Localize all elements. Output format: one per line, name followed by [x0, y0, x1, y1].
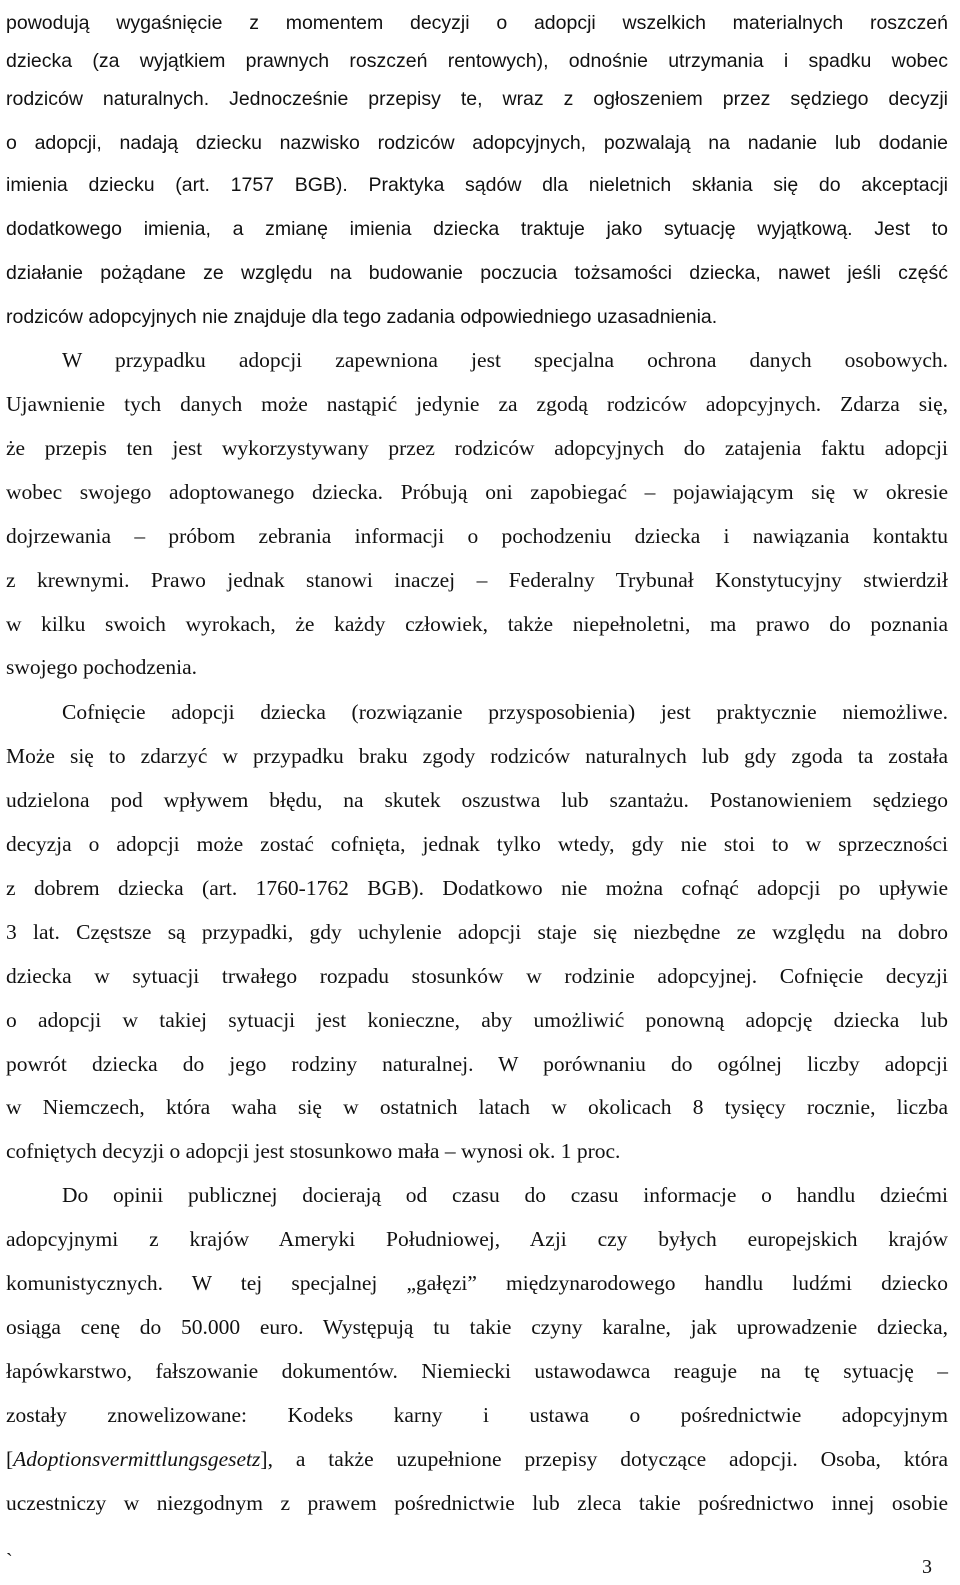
text-line: z dobrem dziecka (art. 1760-1762 BGB). Dodatkowo nie można cofnąć adopcji po upływie: [6, 876, 948, 900]
page-number: 3: [922, 1556, 932, 1578]
text-line: że przepis ten jest wykorzystywany przez rodziców adopcyjnych do zatajenia faktu adopcji: [6, 436, 948, 460]
text-line: o adopcji, nadają dziecku nazwisko rodziców adopcyjnych, pozwalają na nadanie lub dodanie: [6, 132, 948, 154]
text-line: decyzja o adopcji może zostać cofnięta, jednak tylko wtedy, gdy nie stoi to w sprzeczności: [6, 832, 948, 856]
text-line: uczestniczy w niezgodnym z prawem pośrednictwie lub zleca takie pośrednictwo innej osobie: [6, 1491, 948, 1515]
text-line: o adopcji w takiej sytuacji jest konieczne, aby umożliwić ponowną adopcję dziecka lub: [6, 1008, 948, 1032]
text-line: 3 lat. Częstsze są przypadki, gdy uchylenie adopcji staje się niezbędne ze względu na dobro: [6, 920, 948, 944]
text-line: Do opinii publicznej docierają od czasu do czasu informacje o handlu dziećmi: [62, 1183, 948, 1207]
statute-name: Adoptionsvermittlungsgesetz: [13, 1447, 261, 1471]
text-line: dziecka w sytuacji trwałego rozpadu stosunków w rodzinie adopcyjnej. Cofnięcie decyzji: [6, 964, 948, 988]
text-line: dojrzewania – próbom zebrania informacji o pochodzeniu dziecka i nawiązania kontaktu: [6, 524, 948, 548]
text-line: dziecka (za wyjątkiem prawnych roszczeń rentowych), odnośnie utrzymania i spadku wobec: [6, 50, 948, 72]
text-line: z krewnymi. Prawo jednak stanowi inaczej – Federalny Trybunał Konstytucyjny stwierdził: [6, 568, 948, 592]
text-line: wobec swojego adoptowanego dziecka. Próbują oni zapobiegać – pojawiającym się w okresie: [6, 480, 948, 504]
text-line: Może się to zdarzyć w przypadku braku zgody rodziców naturalnych lub gdy zgoda ta została: [6, 744, 948, 768]
text-line: Ujawnienie tych danych może nastąpić jedynie za zgodą rodziców adopcyjnych. Zdarza się,: [6, 392, 948, 416]
text-line: cofniętych decyzji o adopcji jest stosunkowo mała – wynosi ok. 1 proc.: [6, 1139, 621, 1163]
text-line: zostały znowelizowane: Kodeks karny i ustawa o pośrednictwie adopcyjnym: [6, 1403, 948, 1427]
text-line: rodziców adopcyjnych nie znajduje dla tego zadania odpowiedniego uzasadnienia.: [6, 306, 718, 328]
text-line: łapówkarstwo, fałszowanie dokumentów. Niemiecki ustawodawca reaguje na tę sytuację –: [6, 1359, 948, 1383]
text-line: powodują wygaśnięcie z momentem decyzji o adopcji wszelkich materialnych roszczeń: [6, 12, 948, 34]
text-line: dodatkowego imienia, a zmianę imienia dziecka traktuje jako sytuację wyjątkową. Jest to: [6, 218, 948, 240]
text-line: udzielona pod wpływem błędu, na skutek oszustwa lub szantażu. Postanowieniem sędziego: [6, 788, 948, 812]
text-line: komunistycznych. W tej specjalnej „gałęzi” międzynarodowego handlu ludźmi dziecko: [6, 1271, 948, 1295]
text-line: adopcyjnymi z krajów Ameryki Południowej, Azji czy byłych europejskich krajów: [6, 1227, 948, 1251]
text-line: w Niemczech, która waha się w ostatnich latach w okolicach 8 tysięcy rocznie, liczba: [6, 1095, 948, 1119]
text-line: osiąga cenę do 50.000 euro. Występują tu takie czyny karalne, jak uprowadzenie dziecka,: [6, 1315, 948, 1339]
text-line: w kilku swoich wyrokach, że każdy człowiek, także niepełnoletni, ma prawo do poznania: [6, 612, 948, 636]
text-line: imienia dziecku (art. 1757 BGB). Praktyka sądów dla nieletnich skłania się do akceptacji: [6, 174, 948, 196]
text-line: rodziców naturalnych. Jednocześnie przepisy te, wraz z ogłoszeniem przez sędziego decyzji: [6, 88, 948, 110]
text-line: działanie pożądane ze względu na budowanie poczucia tożsamości dziecka, nawet jeśli część: [6, 262, 948, 284]
text-line: swojego pochodzenia.: [6, 655, 198, 679]
text-line: [Adoptionsvermittlungsgesetz], a także uzupełnione przepisy dotyczące adopcji. Osoba, która: [6, 1447, 948, 1471]
text-line: Cofnięcie adopcji dziecka (rozwiązanie przysposobienia) jest praktycznie niemożliwe.: [62, 700, 948, 724]
text-line: powrót dziecka do jego rodziny naturalnej. W porównaniu do ogólnej liczby adopcji: [6, 1052, 948, 1076]
text-line: W przypadku adopcji zapewniona jest specjalna ochrona danych osobowych.: [62, 348, 948, 372]
footer-mark: `: [6, 1550, 13, 1572]
